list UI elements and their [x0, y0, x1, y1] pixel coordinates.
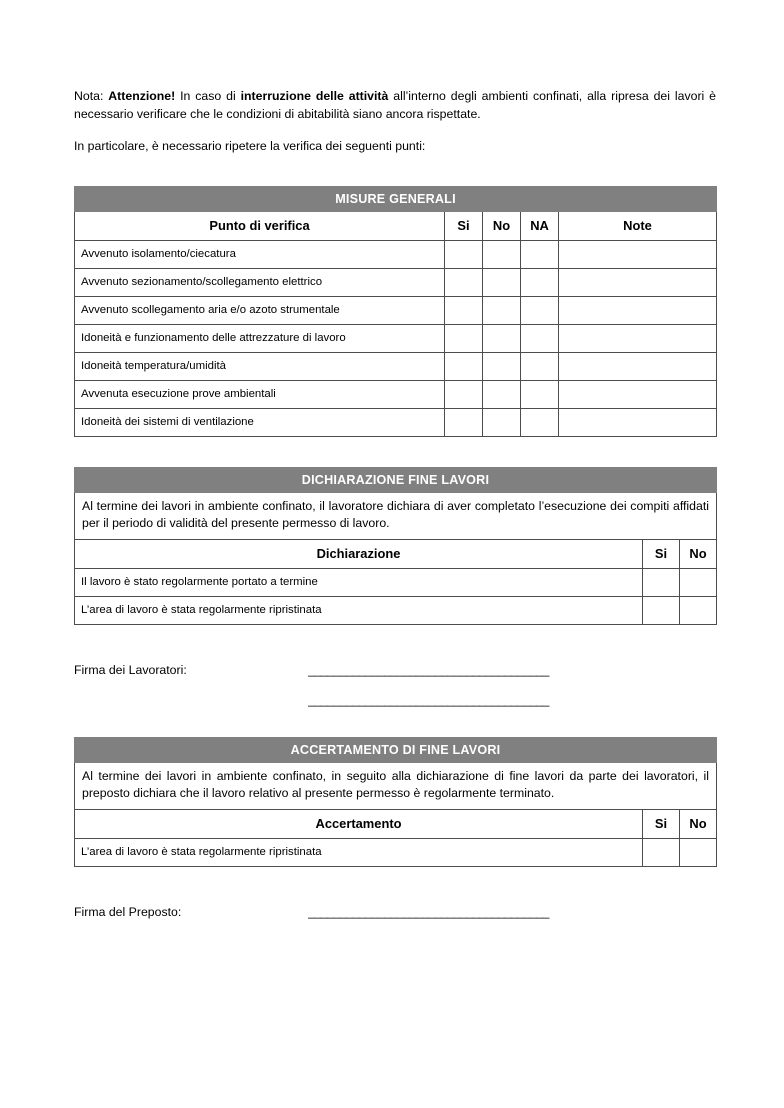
signature-block-supervisor [74, 897, 716, 919]
checkbox-cell-si[interactable] [445, 240, 483, 268]
note-prefix: Nota: [74, 89, 109, 103]
column-header-no: No [483, 211, 521, 240]
table-row [75, 240, 717, 268]
checkbox-cell-no[interactable] [483, 380, 521, 408]
column-header-no: No [680, 539, 717, 568]
checkbox-cell-na[interactable] [521, 380, 559, 408]
row-label-prove-ambientali: Avvenuta esecuzione prove ambientali [75, 380, 445, 408]
column-header-no: No [680, 809, 717, 838]
table-misure-band-title: MISURE GENERALI [75, 186, 717, 211]
column-header-punto-di-verifica: Punto di verifica [75, 211, 445, 240]
column-header-si: Si [445, 211, 483, 240]
spacer-before-dichiarazione-table [74, 437, 716, 467]
spacer-before-misure-table [74, 156, 716, 186]
note-cell[interactable] [559, 324, 717, 352]
checkbox-cell-na[interactable] [521, 240, 559, 268]
table-row [75, 352, 717, 380]
table-dichiarazione-band-title: DICHIARAZIONE FINE LAVORI [75, 467, 717, 492]
table-row [75, 596, 717, 624]
row-label-attrezzature: Idoneità e funzionamento delle attrezzature di lavoro [75, 324, 445, 352]
checkbox-cell-si[interactable] [643, 596, 680, 624]
column-header-si: Si [643, 809, 680, 838]
checkbox-cell-no[interactable] [483, 324, 521, 352]
dichiarazione-description: Al termine dei lavori in ambiente confinato, il lavoratore dichiara di aver completato l’esecuzione dei compiti affidati per il periodo di validità del presente permesso di lavoro. [75, 492, 717, 539]
row-label-area-ripristinata: L’area di lavoro è stata regolarmente ripristinata [75, 596, 643, 624]
row-label-sezionamento: Avvenuto sezionamento/scollegamento elettrico [75, 268, 445, 296]
table-row [75, 568, 717, 596]
column-header-si: Si [643, 539, 680, 568]
row-label-ventilazione: Idoneità dei sistemi di ventilazione [75, 408, 445, 436]
checkbox-cell-no[interactable] [680, 838, 717, 866]
checkbox-cell-na[interactable] [521, 324, 559, 352]
table-row [75, 296, 717, 324]
spacer-before-worker-signature [74, 625, 716, 655]
table-misure-generali [74, 186, 717, 437]
note-cell[interactable] [559, 380, 717, 408]
note-cell[interactable] [559, 296, 717, 324]
checkbox-cell-no[interactable] [483, 352, 521, 380]
note-remaining-text: all’interno degli ambienti confinati, alla ripresa dei lavori è necessario verificare che le condizioni di abitabilità siano ancora rispettate. [74, 89, 716, 121]
signature-supervisor-label: Firma del Preposto: [74, 904, 182, 919]
table-row [75, 408, 717, 436]
table-accertamento-header-row [75, 809, 717, 838]
row-label-lavoro-portato-a-termine: Il lavoro è stato regolarmente portato a termine [75, 568, 643, 596]
checkbox-cell-si[interactable] [445, 408, 483, 436]
table-accertamento-band-title: ACCERTAMENTO DI FINE LAVORI [75, 737, 717, 762]
table-row [75, 838, 717, 866]
table-accertamento-fine-lavori [74, 737, 717, 867]
row-label-temperatura: Idoneità temperatura/umidità [75, 352, 445, 380]
table-dichiarazione-description-row [75, 492, 717, 539]
row-label-isolamento: Avvenuto isolamento/ciecatura [75, 240, 445, 268]
signature-workers-label: Firma dei Lavoratori: [74, 662, 187, 677]
paragraph-spacer [74, 123, 716, 138]
signature-block-workers [74, 655, 716, 707]
table-accertamento-band-row [75, 737, 717, 762]
row-label-scollegamento-aria: Avvenuto scollegamento aria e/o azoto strumentale [75, 296, 445, 324]
signature-supervisor-row-1 [74, 897, 716, 919]
column-header-dichiarazione: Dichiarazione [75, 539, 643, 568]
checkbox-cell-si[interactable] [445, 352, 483, 380]
signature-workers-line-1[interactable]: ______________________________________ [308, 662, 549, 677]
checkbox-cell-na[interactable] [521, 352, 559, 380]
checkbox-cell-si[interactable] [445, 296, 483, 324]
table-accertamento-description-row [75, 762, 717, 809]
checkbox-cell-si[interactable] [445, 380, 483, 408]
checkbox-cell-si[interactable] [643, 838, 680, 866]
checkbox-cell-no[interactable] [483, 268, 521, 296]
checkbox-cell-no[interactable] [680, 568, 717, 596]
note-paragraph [74, 88, 716, 123]
note-cell[interactable] [559, 352, 717, 380]
row-label-area-ripristinata: L’area di lavoro è stata regolarmente ripristinata [75, 838, 643, 866]
table-misure-band-row [75, 186, 717, 211]
note-cell[interactable] [559, 240, 717, 268]
note-cell[interactable] [559, 268, 717, 296]
table-row [75, 268, 717, 296]
checkbox-cell-no[interactable] [483, 296, 521, 324]
document-content [74, 88, 716, 919]
note-bold-attenzione: Attenzione! [108, 89, 176, 103]
signature-workers-row-2 [74, 677, 716, 707]
signature-workers-row-1 [74, 655, 716, 677]
table-row [75, 380, 717, 408]
accertamento-description: Al termine dei lavori in ambiente confinato, in seguito alla dichiarazione di fine lavori da parte dei lavoratori, il preposto dichiara che il lavoro relativo al presente permesso è regolarmente terminato. [75, 762, 717, 809]
note-bold-interruzione: interruzione delle attività [240, 89, 389, 103]
checkbox-cell-na[interactable] [521, 268, 559, 296]
checkbox-cell-si[interactable] [445, 268, 483, 296]
signature-workers-line-2[interactable]: ______________________________________ [308, 692, 549, 707]
checkbox-cell-no[interactable] [680, 596, 717, 624]
table-misure-header-row [75, 211, 717, 240]
table-row [75, 324, 717, 352]
spacer-before-accertamento-table [74, 707, 716, 737]
note-cell[interactable] [559, 408, 717, 436]
signature-supervisor-line-1[interactable]: ______________________________________ [308, 904, 549, 919]
checkbox-cell-si[interactable] [643, 568, 680, 596]
note-middle-text: In caso di [175, 89, 241, 103]
checkbox-cell-no[interactable] [483, 240, 521, 268]
checkbox-cell-si[interactable] [445, 324, 483, 352]
column-header-na: NA [521, 211, 559, 240]
checkbox-cell-na[interactable] [521, 296, 559, 324]
instruction-paragraph: In particolare, è necessario ripetere la verifica dei seguenti punti: [74, 139, 426, 153]
column-header-note: Note [559, 211, 717, 240]
table-dichiarazione-header-row [75, 539, 717, 568]
column-header-accertamento: Accertamento [75, 809, 643, 838]
checkbox-cell-no[interactable] [483, 408, 521, 436]
spacer-before-supervisor-signature [74, 867, 716, 897]
table-dichiarazione-fine-lavori [74, 467, 717, 625]
checkbox-cell-na[interactable] [521, 408, 559, 436]
table-dichiarazione-band-row [75, 467, 717, 492]
